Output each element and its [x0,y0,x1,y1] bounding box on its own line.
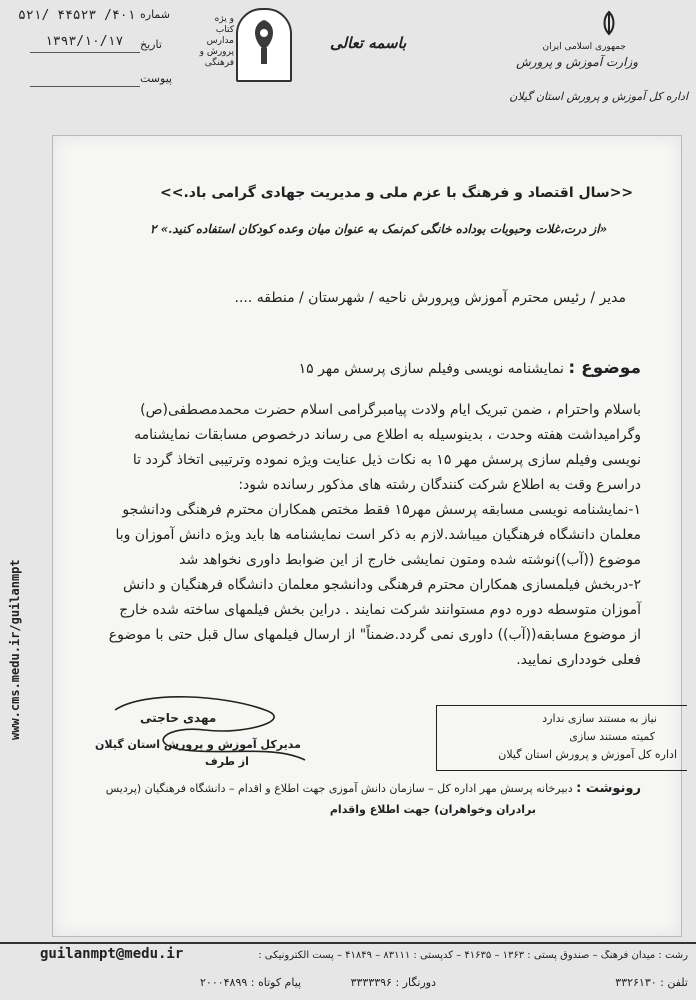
signer-name: مهدی حاجتی [140,711,217,725]
letter-number-value: ۵۲۱/ ۴۴۵۲۳ /۴۰۱ [18,8,136,23]
emblem-side-text: و یژه کتاب مدارس پرورش و فرهنگی [199,14,234,68]
letter-date-label: تاریخ [140,38,162,51]
ministry-name: وزارت آموزش و پرورش [516,55,638,69]
body-line: ۲-دربخش فیلمسازی همکاران محترم فرهنگی ودانشجو معلمان دانشگاه فرهنگیان و دانش [122,577,641,593]
iran-emblem-icon [598,10,620,36]
stamp-line-3: اداره کل آموزش و پرورش استان گیلان [498,748,677,761]
letter-number-label: شماره [140,8,171,21]
letter-attachment-label: پیوست [140,72,173,85]
body-line: موضوع ((آب))نوشته شده ومتون نمایشی خارج از این ضوابط داوری نخواهد شد [179,552,641,568]
basmala: باسمه تعالی [330,34,407,52]
republic-name: جمهوری اسلامی ایران [542,42,626,52]
documentation-stamp [436,705,687,771]
cc-label: رونوشت : [576,781,641,796]
body-line: دراسرع وقت به اطلاع شرکت کنندگان رشته های مذکور رسانده شود: [238,477,641,493]
stamp-line-2: کمیته مستند سازی [569,730,655,743]
cc-text-1: دبیرخانه پرسش مهر اداره کل – سازمان دانش آموزی جهت اطلاع و اقدام – دانشگاه فرهنگیان (پردیس [105,782,573,795]
cc-text-2: برادران وخواهران) جهت اطلاع واقدام [329,803,536,816]
footer-address: رشت : میدان فرهنگ – صندوق پستی : ۱۳۶۳ – ۴۱۶۳۵ – کدپستی : ۸۳۱۱۱ – ۴۱۸۴۹ – پست الکترونیکی : [258,950,688,961]
subject-label: موضوع : [568,358,641,378]
body-line: معلمان دانشگاه فرهنگیان میباشد.لازم به ذکر است نمایشنامه ها باید ویژه دانش آموزان وبا [115,527,641,543]
footer-email: guilanmpt@medu.ir [40,946,184,962]
footer-phone: تلفن : ۳۳۲۶۱۳۰ [615,976,688,989]
footer-fax: دورنگار : ۳۳۳۳۳۹۶ [350,976,436,989]
body-line: نویسی وفیلم سازی پرسش مهر ۱۵ به نکات ذیل عنایت ویژه نموده وترتیبی اتخاذ گردد تا [132,452,641,468]
subject-line [299,358,641,378]
attachment-underline [30,86,140,87]
body-line: از موضوع مسابقه((آب)) داوری نمی گردد.ضمناً" از ارسال فیلمهای سال قبل حتی با موضوع [108,627,641,643]
year-slogan: <<سال اقتصاد و فرهنگ با عزم ملی و مدیریت جهادی گرامی باد.>> [160,185,634,201]
letter-date-value: ۱۳۹۳/۱۰/۱۷ [45,34,124,49]
signer-title: مدیرکل آموزش و پرورش استان گیلان [95,738,301,751]
cc-block [51,778,641,800]
date-underline [30,52,140,53]
school-emblem-icon [236,8,292,82]
subject-text: نمایشنامه نویسی وفیلم سازی پرسش مهر ۱۵ [298,361,564,377]
signer-by: از طرف [205,755,249,768]
handwritten-note: «از درت،غلات وحبوبات بوداده خانگی کم‌نمک به عنوان میان وعده کودکان استفاده کنید.» ۲ [150,222,608,236]
body-line: وگرامیداشت هفته وحدت ، بدینوسیله به اطلاع می رساند درخصوص مسابقات نمایشنامه [134,427,641,443]
stamp-line-1: نیاز به مستند سازی ندارد [542,712,657,725]
body-line: فعلی خودداری نمایید. [516,652,641,668]
body-line: آموزان متوسطه دوره دوم مستوانند شرکت نمایند . دراین بخش فیلمهای ساخته شده خارج [119,602,641,618]
body-line: ۱-نمایشنامه نویسی مسابقه پرسش مهر۱۵ فقط مختص همکاران محترم فرهنگی ودانشجو [122,502,641,518]
footer-sms: پیام کوتاه : ۲۰۰۰۴۸۹۹ [200,976,302,989]
side-website-url: www.cms.medu.ir/guilanmpt [8,559,22,740]
office-name: اداره کل آموزش و پرورش استان گیلان [509,90,688,103]
footer-divider [0,942,696,944]
body-line: باسلام واحترام ، ضمن تبریک ایام ولادت پیامبرگرامی اسلام حضرت محمدمصطفی(ص) [140,402,641,418]
addressee-line: مدیر / رئیس محترم آموزش وپرورش ناحیه / شهرستان / منطقه .... [234,290,626,306]
letter-body [56,398,641,673]
